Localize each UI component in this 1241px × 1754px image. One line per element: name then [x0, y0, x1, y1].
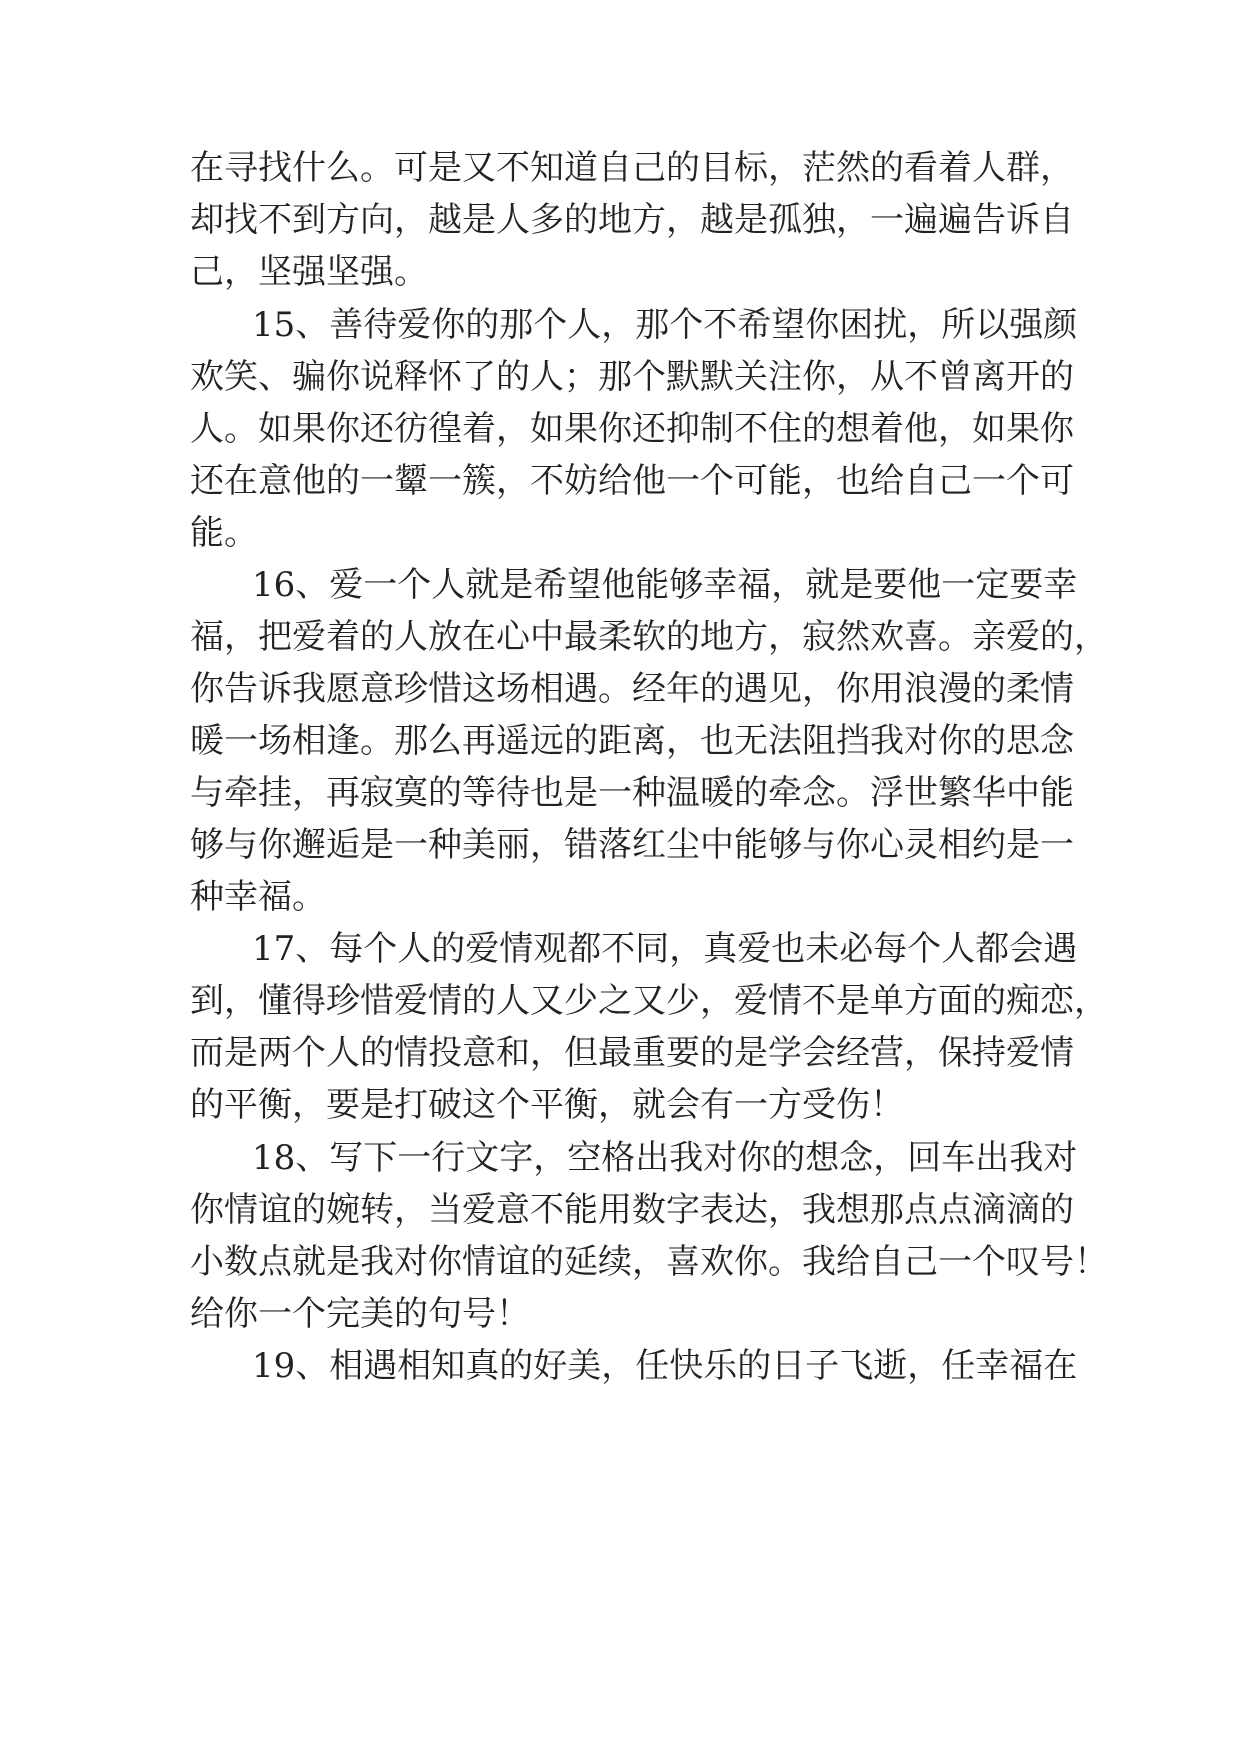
text-line-13: 与牵挂，再寂寞的等待也是一种温暖的牵念。浮世繁华中能: [190, 773, 1074, 813]
paragraph-18-line-1: 18、写下一行文字，空格出我对你的想念，回车出我对: [252, 1138, 1078, 1178]
text-line-14: 够与你邂逅是一种美丽，错落红尘中能够与你心灵相约是一: [190, 825, 1074, 865]
text-line-19: 的平衡，要是打破这个平衡，就会有一方受伤！: [190, 1085, 904, 1125]
text-line-6: 人。如果你还彷徨着，如果你还抑制不住的想着他，如果你: [190, 409, 1074, 449]
text-line-10: 福，把爱着的人放在心中最柔软的地方，寂然欢喜。亲爱的，: [190, 617, 1108, 657]
paragraph-17-line-1: 17、每个人的爱情观都不同，真爱也未必每个人都会遇: [252, 929, 1078, 969]
text-line-7: 还在意他的一颦一簇，不妨给他一个可能，也给自己一个可: [190, 461, 1074, 501]
text-line-5: 欢笑、骗你说释怀了的人；那个默默关注你，从不曾离开的: [190, 357, 1074, 397]
text-line-3: 己，坚强坚强。: [190, 252, 428, 292]
text-line-17: 到，懂得珍惜爱情的人又少之又少，爱情不是单方面的痴恋，: [190, 981, 1108, 1021]
paragraph-15-line-1: 15、善待爱你的那个人，那个不希望你困扰，所以强颜: [252, 305, 1078, 345]
paragraph-16-line-1: 16、爱一个人就是希望他能够幸福，就是要他一定要幸: [252, 565, 1078, 605]
text-line-21: 你情谊的婉转，当爱意不能用数字表达，我想那点点滴滴的: [190, 1190, 1074, 1230]
text-line-18: 而是两个人的情投意和，但最重要的是学会经营，保持爱情: [190, 1033, 1074, 1073]
paragraph-19-line-1: 19、相遇相知真的好美，任快乐的日子飞逝，任幸福在: [252, 1346, 1078, 1386]
text-line-22: 小数点就是我对你情谊的延续，喜欢你。我给自己一个叹号！: [190, 1242, 1108, 1282]
text-line-12: 暖一场相逢。那么再遥远的距离，也无法阻挡我对你的思念: [190, 721, 1074, 761]
text-line-2: 却找不到方向，越是人多的地方，越是孤独，一遍遍告诉自: [190, 200, 1074, 240]
text-line-15: 种幸福。: [190, 877, 326, 917]
text-line-23: 给你一个完美的句号！: [190, 1294, 530, 1334]
text-line-1: 在寻找什么。可是又不知道自己的目标，茫然的看着人群，: [190, 148, 1074, 188]
text-line-11: 你告诉我愿意珍惜这场相遇。经年的遇见，你用浪漫的柔情: [190, 669, 1074, 709]
text-line-8: 能。: [190, 513, 258, 553]
